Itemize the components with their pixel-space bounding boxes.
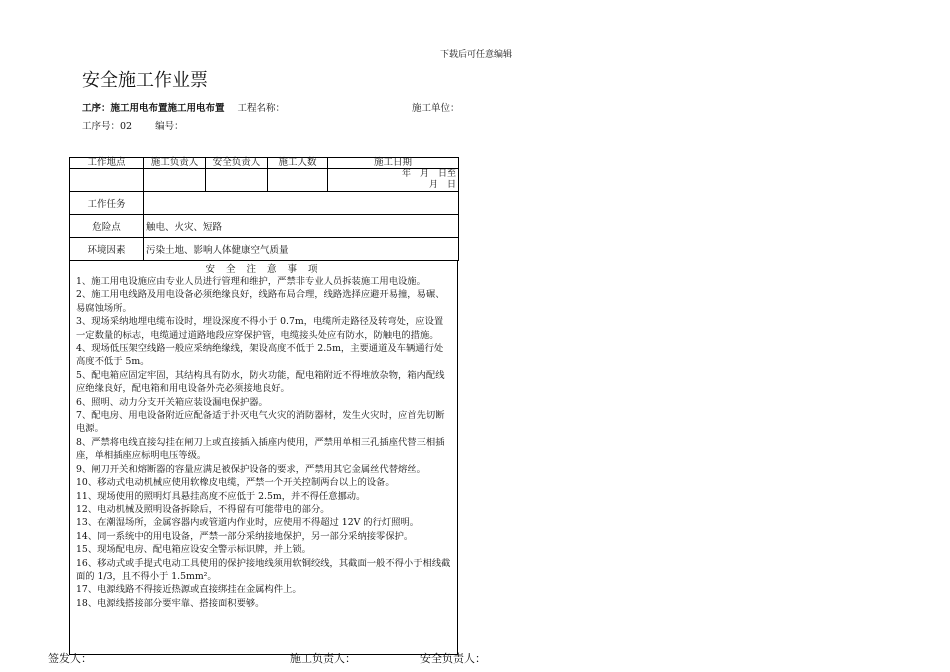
note-item: 11、现场使用的照明灯具悬挂高度不应低于 2.5m，并不得任意挪动。 (76, 490, 366, 502)
safety-lead-value (206, 169, 268, 192)
danger-label: 危险点 (70, 215, 144, 238)
note-item: 12、电动机械及照明设备拆除后，不得留有可能带电的部分。 (76, 503, 330, 515)
note-item: 14、同一系统中的用电设备，严禁一部分采纳接地保护，另一部分采纳接零保护。 (76, 530, 414, 542)
headcount-value (268, 169, 328, 192)
notes-title: 安 全 注 意 事 项 (205, 264, 322, 275)
note-item: 7、配电房、用电设备附近应配备适于扑灭电气火灾的消防器材，发生火灾时，应首先切断电源。 (76, 410, 445, 435)
process-no: 工序号：02 (82, 121, 133, 132)
header-date: 施工日期 (328, 158, 459, 169)
date-line-2: 月 日 (428, 180, 456, 190)
task-row (70, 192, 459, 215)
header-construction-lead: 施工负责人 (144, 158, 206, 169)
process-label: 工序：施工用电布置施工用电布置 (82, 103, 225, 114)
info-line-1 (82, 100, 285, 114)
task-value (144, 192, 459, 215)
page-title: 安全施工作业票 (82, 70, 208, 91)
note-item: 18、电源线搭接部分要牢靠、搭接面积要够。 (76, 597, 265, 609)
table-header-row (70, 158, 459, 169)
header-headcount: 施工人数 (268, 158, 328, 169)
note-item: 4、现场低压架空线路一般应采纳绝缘线，架设高度不低于 2.5m，主要通道及车辆通行处高度不低于 5m。 (76, 343, 444, 368)
note-item: 8、严禁将电线直接勾挂在闸刀上或直接插入插座内使用，严禁用单相三孔插座代替三相插座，单相插座应标明电压等级。 (76, 436, 445, 462)
task-label: 工作任务 (70, 192, 144, 215)
construction-lead-signature-label: 施工负责人： (290, 652, 356, 665)
header-note: 下载后可任意编辑 (440, 50, 513, 60)
number-label: 编号： (155, 121, 184, 132)
date-value (328, 169, 459, 192)
location-value (70, 169, 144, 192)
work-ticket-table (69, 157, 459, 261)
header-safety-lead: 安全负责人 (206, 158, 268, 169)
notes-list (70, 275, 457, 610)
date-line-1: 年 月 日至 (401, 169, 456, 179)
note-item: 17、电源线路不得接近热源或直接绑挂在金属构件上。 (76, 584, 302, 596)
danger-row (70, 215, 459, 238)
header-location: 工作地点 (70, 158, 144, 169)
note-item: 13、在潮湿场所，金属容器内或管道内作业时，应使用不得超过 12V 的行灯照明。 (76, 517, 420, 529)
unit-label: 施工单位： (412, 103, 460, 114)
construction-lead-value (144, 169, 206, 192)
note-item: 9、闸刀开关和熔断器的容量应满足被保护设备的要求，严禁用其它金属丝代替熔丝。 (76, 463, 426, 475)
note-item: 2、施工用电线路及用电设备必须绝缘良好，线路布局合理，线路选择应避开易撞，易碾、易腐蚀场所。 (76, 289, 445, 314)
info-line-2 (82, 118, 184, 132)
note-item: 16、移动式或手提式电动工具使用的保护接地线须用软铜绞线，其截面一般不得小于相线截面的 1/3，且不得小于 1.5mm²。 (76, 557, 451, 582)
note-item: 3、现场采纳地埋电缆布设时，埋设深度不得小于 0.7m，电缆所走路径及转弯处，应设置一定数量的标志，电缆通过道路地段应穿保护管，电缆接头处应有防水，防触电的措施。 (76, 316, 444, 341)
note-item: 1、施工用电设施应由专业人员进行管理和维护，严禁非专业人员拆装施工用电设施。 (76, 276, 426, 287)
environment-value: 污染土地、影响人体健康空气质量 (144, 238, 459, 261)
project-label: 工程名称： (237, 103, 286, 114)
danger-value: 触电、火灾、短路 (144, 215, 459, 238)
environment-label: 环境因素 (70, 238, 144, 261)
safety-notes (69, 260, 458, 655)
note-item: 10、移动式电动机械应使用软橡皮电缆，严禁一个开关控制两台以上的设备。 (76, 477, 395, 489)
note-item: 15、现场配电房、配电箱应设安全警示标识牌，并上锁。 (76, 544, 311, 556)
note-item: 6、照明、动力分支开关箱应装设漏电保护器。 (76, 396, 268, 408)
environment-row (70, 238, 459, 261)
issuer-label: 签发人： (48, 652, 92, 665)
table-value-row (70, 169, 459, 192)
safety-lead-signature-label: 安全负责人： (420, 652, 486, 665)
note-item: 5、配电箱应固定牢固，其结构具有防水，防火功能，配电箱附近不得堆放杂物，箱内配线应绝缘良好，配电箱和用电设备外壳必须接地良好。 (76, 369, 445, 395)
